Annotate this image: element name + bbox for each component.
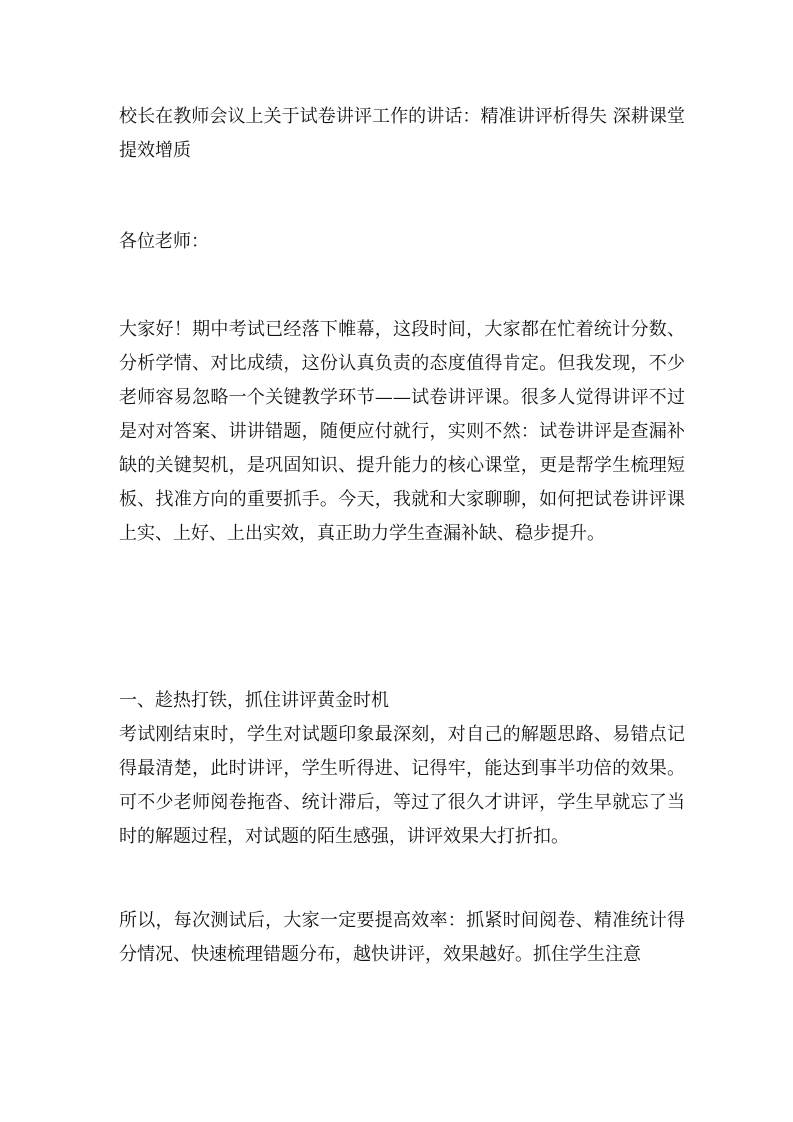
document-title: 校长在教师会议上关于试卷讲评工作的讲话：精准讲评析得失 深耕课堂提效增质 [119,106,685,161]
section-heading: 一、趁热打铁，抓住讲评黄金时机 [119,690,389,711]
paragraph-section1-followup: 所以，每次测试后，大家一定要提高效率：抓紧时间阅卷、精准统计得分情况、快速梳理错题分布，越快讲评，效果越好。抓住学生注意 [119,910,685,965]
paragraph-intro: 大家好！期中考试已经落下帷幕，这段时间，大家都在忙着统计分数、分析学情、对比成绩，这份认真负责的态度值得肯定。但我发现，不少老师容易忽略一个关键教学环节——试卷讲评课。很多人觉得讲评不过是对对答案、讲讲错题，随便应付就行，实则不然：试卷讲评是查漏补缺的关键契机，是巩固知识、提升能力的核心课堂，更是帮学生梳理短板、找准方向的重要抓手。今天，我就和大家聊聊，如何把试卷讲评课上实、上好、上出实效，真正助力学生查漏补缺、稳步提升。 [119,319,685,544]
paragraph-section1-body: 考试刚结束时，学生对试题印象最深刻，对自己的解题思路、易错点记得最清楚，此时讲评，学生听得进、记得牢，能达到事半功倍的效果。可不少老师阅卷拖沓、统计滞后，等过了很久才讲评，学生早就忘了当时的解题过程，对试题的陌生感强，讲评效果大打折扣。 [119,724,685,847]
salutation: 各位老师： [119,231,209,252]
